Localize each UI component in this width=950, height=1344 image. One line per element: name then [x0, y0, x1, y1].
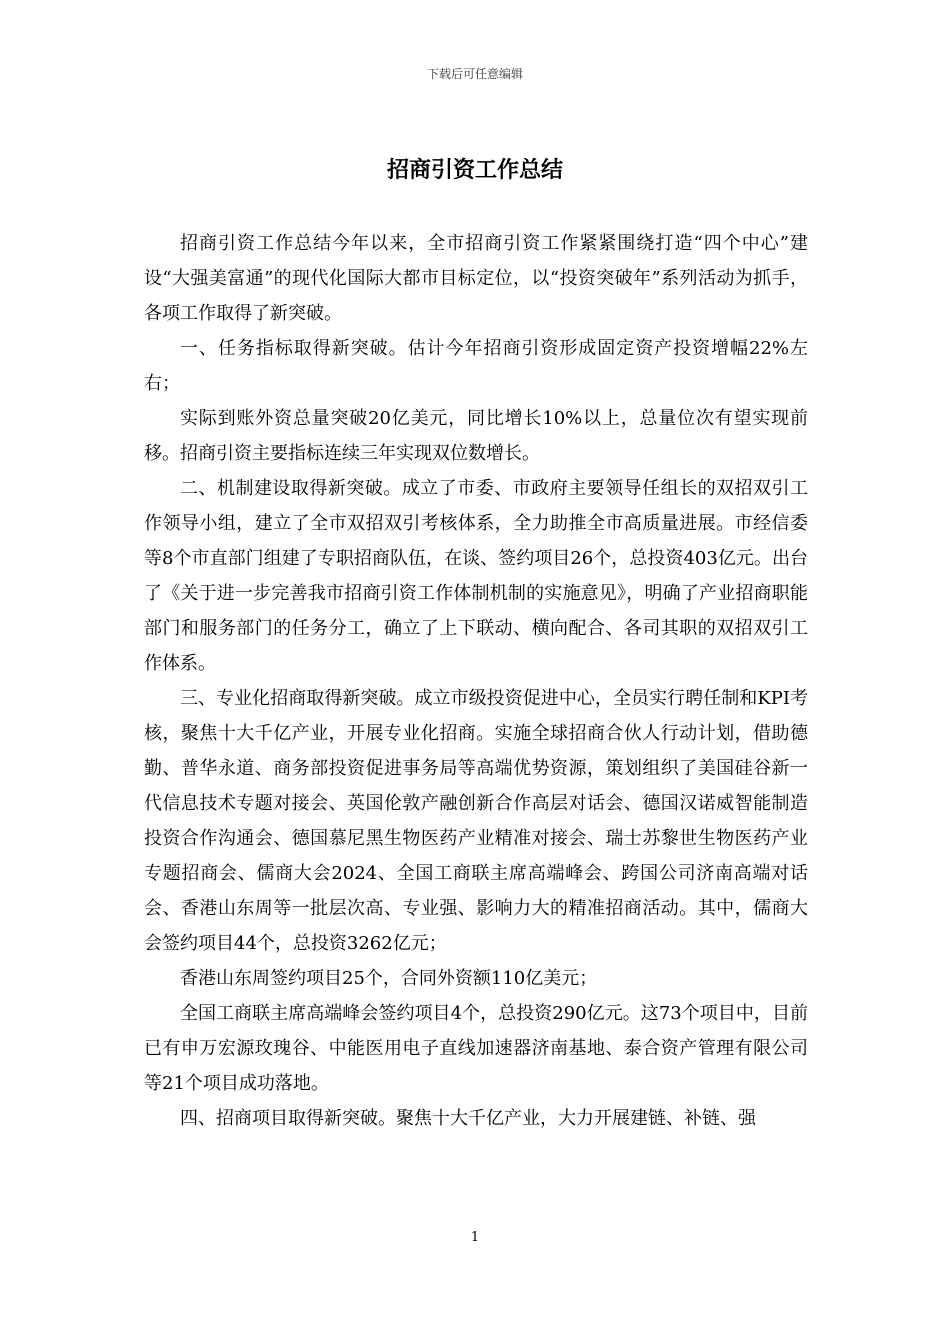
document-title: 招商引资工作总结 — [386, 157, 563, 183]
paragraph-intro: 招商引资工作总结今年以来，全市招商引资工作紧紧围绕打造“四个中心”建设“大强美富通”的现代化国际大都市目标定位，以“投资突破年”系列活动为抓手，各项工作取得了新突破。 — [144, 233, 808, 324]
paragraph-professional-investment: 三、专业化招商取得新突破。成立市级投资促进中心，全员实行聘任制和KPI考核，聚焦十大千亿产业，开展专业化招商。实施全球招商合伙人行动计划，借助德勤、普华永道、商务部投资促进事务局等高端优势资源，策划组织了美国硅谷新一代信息技术专题对接会、英国伦敦产融创新合作高层对话会、德国汉诺威智能制造投资合作沟通会、德国慕尼黑生物医药产业精准对接会、瑞士苏黎世生物医药产业专题招商会、儒商大会2024、全国工商联主席高端峰会、跨国公司济南高端对话会、香港山东周等一批层次高、专业强、影响力大的精准招商活动。其中，儒商大会签约项目44个，总投资3262亿元； — [144, 688, 808, 954]
page-number: 1 — [470, 1230, 480, 1245]
paragraph-investment-projects: 四、招商项目取得新突破。聚焦十大千亿产业，大力开展建链、补链、强 — [180, 1108, 756, 1129]
header-note: 下载后可任意编辑 — [426, 67, 523, 81]
paragraph-hongkong-week: 香港山东周签约项目25个，合同外资额110亿美元； — [180, 968, 598, 989]
paragraph-mechanism: 二、机制建设取得新突破。成立了市委、市政府主要领导任组长的双招双引工作领导小组，建立了全市双招双引考核体系，全力助推全市高质量进展。市经信委等8个市直部门组建了专职招商队伍，在谈、签约项目26个，总投资403亿元。出台了《关于进一步完善我市招商引资工作体制机制的实施意见》，明确了产业招商职能部门和服务部门的任务分工，确立了上下联动、横向配合、各司其职的双招双引工作体系。 — [144, 478, 808, 674]
paragraph-task-targets: 一、任务指标取得新突破。估计今年招商引资形成固定资产投资增幅22%左右； — [144, 338, 808, 394]
paragraph-summit-projects: 全国工商联主席高端峰会签约项目4个，总投资290亿元。这73个项目中，目前已有申万宏源玫瑰谷、中能医用电子直线加速器济南基地、泰合资产管理有限公司等21个项目成功落地。 — [144, 1003, 808, 1094]
document-body — [144, 226, 808, 1136]
paragraph-foreign-capital: 实际到账外资总量突破20亿美元，同比增长10%以上，总量位次有望实现前移。招商引资主要指标连续三年实现双位数增长。 — [144, 408, 808, 464]
